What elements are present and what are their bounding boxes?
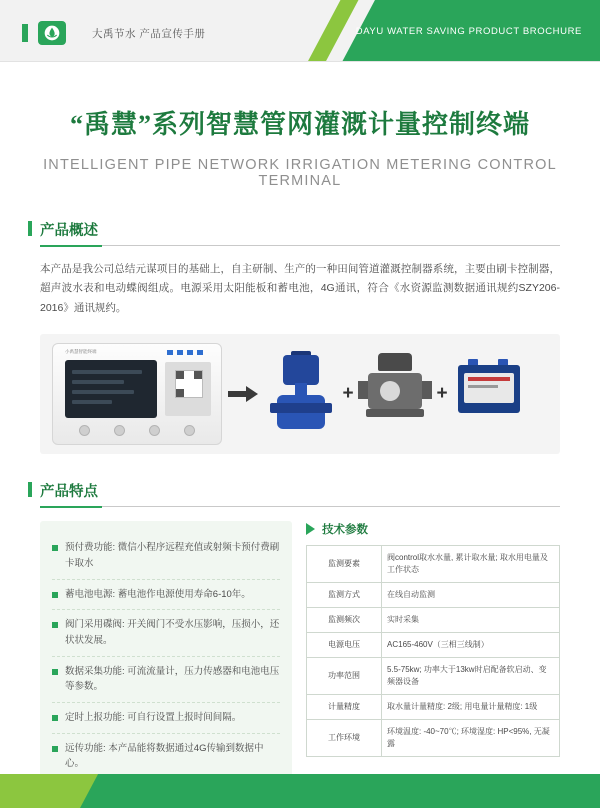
bullet-icon xyxy=(52,592,58,598)
spec-value: AC165-460V（三相三线制） xyxy=(382,633,560,658)
table-row xyxy=(307,633,560,658)
specs-panel xyxy=(306,521,560,789)
list-item xyxy=(52,657,280,703)
bullet-icon xyxy=(52,622,58,628)
specs-table xyxy=(306,545,560,757)
qr-code-icon xyxy=(175,370,203,398)
footer-lime-shape xyxy=(0,774,98,808)
feature-text: 阀门采用碟阀: 开关阀门不受水压影响，压损小，还状状发展。 xyxy=(65,619,280,646)
features-list xyxy=(40,521,292,789)
page-subtitle: INTELLIGENT PIPE NETWORK IRRIGATION METERING CONTROL TERMINAL xyxy=(43,157,557,189)
ultrasonic-water-meter-image xyxy=(358,351,432,437)
terminal-screen xyxy=(65,360,157,418)
arrow-right-icon xyxy=(226,386,260,402)
overview-underline xyxy=(40,245,560,246)
terminal-button xyxy=(79,425,90,436)
spec-key: 电源电压 xyxy=(307,633,382,658)
specs-heading xyxy=(306,521,560,537)
spec-value: 取水量计量精度: 2级; 用电量计量精度: 1级 xyxy=(382,695,560,720)
terminal-button xyxy=(114,425,125,436)
spec-key: 功率范围 xyxy=(307,658,382,695)
overview-heading-text: 产品概述 xyxy=(40,223,98,239)
table-row xyxy=(307,583,560,608)
page-header xyxy=(0,0,600,62)
header-brand-en: DAYU WATER SAVING PRODUCT BROCHURE xyxy=(355,26,582,37)
feature-text: 蓄电池电源: 蓄电池作电源使用寿命6-10年。 xyxy=(65,588,251,600)
table-row xyxy=(307,608,560,633)
bullet-icon xyxy=(52,746,58,752)
list-item xyxy=(52,580,280,611)
header-brand-text: 大禹节水 产品宣传手册 xyxy=(92,28,206,40)
spec-value: 5.5-75kw; 功率大于13kw时启配备软启动、变频器设备 xyxy=(382,658,560,695)
control-terminal-image xyxy=(52,343,222,445)
heading-accent-bar xyxy=(28,221,32,236)
specs-heading-text: 技术参数 xyxy=(322,524,368,537)
features-heading-text: 产品特点 xyxy=(40,484,98,501)
features-underline xyxy=(40,506,560,507)
section-heading-overview xyxy=(40,219,600,245)
bullet-icon xyxy=(52,669,58,675)
list-item xyxy=(52,703,280,734)
header-divider xyxy=(0,61,600,62)
spec-key: 监测频次 xyxy=(307,608,382,633)
page-title: “禹慧”系列智慧管网灌溉计量控制终端 xyxy=(69,110,530,139)
storage-battery-image xyxy=(452,351,526,437)
table-row xyxy=(307,546,560,583)
terminal-button xyxy=(184,425,195,436)
plus-icon: + xyxy=(436,383,448,405)
table-row xyxy=(307,658,560,695)
spec-value: 实时采集 xyxy=(382,608,560,633)
plus-icon: + xyxy=(342,383,354,405)
list-item xyxy=(52,610,280,656)
water-drop-logo-icon xyxy=(38,21,66,45)
terminal-buttons xyxy=(53,425,221,436)
spec-key: 监测要素 xyxy=(307,546,382,583)
spec-value: 环境温度: -40~70℃; 环境湿度: HP<95%, 无凝露 xyxy=(382,720,560,757)
bullet-icon xyxy=(52,545,58,551)
spec-key: 监测方式 xyxy=(307,583,382,608)
header-accent-bar xyxy=(22,24,28,42)
feature-text: 数据采集功能: 可流流量计，压力传感器和电池电压等参数。 xyxy=(65,665,280,693)
section-heading-features xyxy=(40,480,600,506)
spec-value: 阀control取水水量, 累计取水量; 取水用电量及工作状态 xyxy=(382,546,560,583)
list-item xyxy=(52,734,280,779)
spec-key: 计量精度 xyxy=(307,695,382,720)
page-footer xyxy=(0,774,600,808)
list-item xyxy=(52,533,280,579)
bullet-icon xyxy=(52,715,58,721)
electric-butterfly-valve-image xyxy=(264,351,338,437)
terminal-indicator-lights xyxy=(167,350,207,355)
terminal-brand-label: 小禹慧智能终端 xyxy=(65,349,97,355)
spec-value: 在线自动监测 xyxy=(382,583,560,608)
table-row xyxy=(307,720,560,757)
feature-text: 预付费功能: 微信小程序远程充值或射频卡预付费刷卡取水 xyxy=(65,542,280,569)
product-image-row xyxy=(40,334,560,454)
overview-paragraph: 本产品是我公司总结元谋项目的基础上，自主研制、生产的一种田间管道灌溉控制器系统，主要由刷卡控制器，超声波水表和电动蝶阀组成。电源采用太阳能板和蓄电池，4G通讯，符合《水资源监测数据通讯规约SZY206-2016》通讯规约。 xyxy=(40,263,560,314)
table-row xyxy=(307,695,560,720)
feature-text: 远传功能: 本产品能将数据通过4G传输到数据中心。 xyxy=(65,742,264,770)
triangle-right-icon xyxy=(306,523,315,535)
terminal-button xyxy=(149,425,160,436)
feature-text: 定时上报功能: 可自行设置上报时间间隔。 xyxy=(65,711,242,723)
spec-key: 工作环境 xyxy=(307,720,382,757)
heading-accent-bar xyxy=(28,482,32,497)
terminal-card-reader xyxy=(165,362,211,416)
